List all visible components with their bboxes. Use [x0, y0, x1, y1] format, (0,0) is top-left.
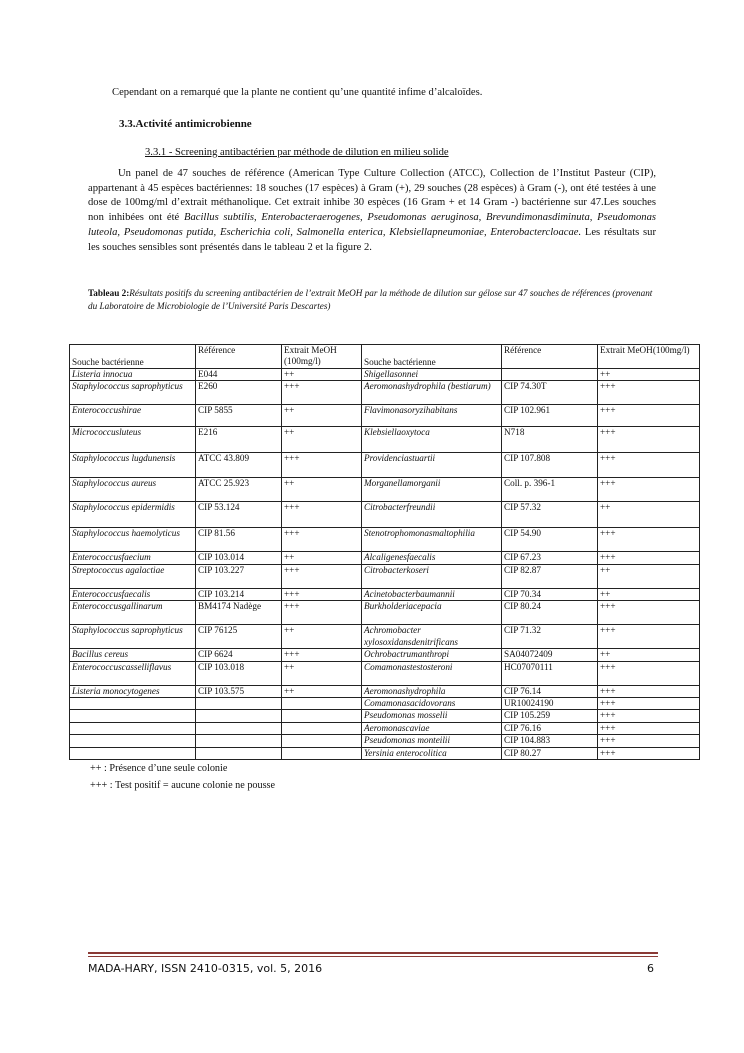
table-cell: Flavimonasoryzihabitans — [362, 405, 502, 427]
table-row — [70, 369, 700, 381]
legend-triple-plus: +++ : Test positif = aucune colonie ne pousse — [90, 780, 276, 791]
table-cell: CIP 103.575 — [196, 685, 282, 697]
table-cell: Enterococcushirae — [70, 405, 196, 427]
table-cell: CIP 5855 — [196, 405, 282, 427]
table-cell: CIP 103.214 — [196, 588, 282, 600]
table-row — [70, 661, 700, 685]
table-cell — [502, 369, 598, 381]
table-cell — [282, 698, 362, 710]
table-cell: CIP 103.018 — [196, 661, 282, 685]
table-cell: E260 — [196, 381, 282, 405]
table-row — [70, 698, 700, 710]
table-cell: +++ — [598, 427, 700, 453]
table-cell: Citrobacterkoseri — [362, 564, 502, 588]
table-cell: +++ — [282, 528, 362, 552]
table-cell: ++ — [282, 369, 362, 381]
table-cell: Yersinia enterocolitica — [362, 747, 502, 759]
table-cell — [196, 710, 282, 722]
table-cell: CIP 6624 — [196, 649, 282, 661]
table-cell: Enterococcusfaecium — [70, 552, 196, 564]
table-cell: CIP 80.27 — [502, 747, 598, 759]
table-cell: CIP 74.30T — [502, 381, 598, 405]
table-cell: Staphylococcus lugdunensis — [70, 453, 196, 478]
table-row — [70, 601, 700, 625]
table-header-cell: Souche bactérienne — [70, 345, 196, 369]
table-row — [70, 747, 700, 759]
table-cell: CIP 76125 — [196, 625, 282, 649]
table-cell: CIP 67.23 — [502, 552, 598, 564]
table-row — [70, 381, 700, 405]
table-cell: N718 — [502, 427, 598, 453]
table-cell: ++ — [282, 427, 362, 453]
table-cell: ++ — [598, 564, 700, 588]
table-cell — [282, 710, 362, 722]
table-cell: Coll. p. 396-1 — [502, 478, 598, 502]
table-cell: CIP 70.34 — [502, 588, 598, 600]
table-cell — [196, 747, 282, 759]
table-cell: +++ — [598, 722, 700, 734]
table-cell — [70, 735, 196, 747]
table-cell: CIP 82.87 — [502, 564, 598, 588]
table-cell: Listeria innocua — [70, 369, 196, 381]
table-cell: ++ — [282, 661, 362, 685]
footer-rule-thick — [88, 952, 658, 954]
section-heading: 3.3.Activité antimicrobienne — [119, 118, 252, 130]
page-footer — [88, 962, 658, 975]
table-cell: ++ — [282, 478, 362, 502]
table-row — [70, 564, 700, 588]
table-cell — [282, 722, 362, 734]
table-cell: ATCC 25.923 — [196, 478, 282, 502]
table-cell: CIP 81.56 — [196, 528, 282, 552]
table-cell: CIP 54.90 — [502, 528, 598, 552]
table-cell: BM4174 Nadège — [196, 601, 282, 625]
table-row — [70, 453, 700, 478]
table-cell: +++ — [598, 552, 700, 564]
table-cell: +++ — [598, 478, 700, 502]
table-cell: E216 — [196, 427, 282, 453]
table-row — [70, 710, 700, 722]
caption-label: Tableau 2: — [88, 288, 130, 298]
table-header-row — [70, 345, 700, 369]
table-cell: +++ — [282, 564, 362, 588]
table-cell: CIP 107.808 — [502, 453, 598, 478]
table-cell: CIP 103.227 — [196, 564, 282, 588]
table-cell: HC07070111 — [502, 661, 598, 685]
table-cell — [282, 735, 362, 747]
table-cell: ++ — [598, 588, 700, 600]
table-cell — [196, 722, 282, 734]
table-cell: Staphylococcus saprophyticus — [70, 625, 196, 649]
paragraph-text-after: Les résultats sur les souches sensibles sont présentés dans le tableau 2 et la figure 2. — [88, 226, 656, 253]
table-cell: ++ — [282, 552, 362, 564]
table-cell: ++ — [282, 625, 362, 649]
table-cell: +++ — [282, 453, 362, 478]
table-cell: E044 — [196, 369, 282, 381]
table-cell: UR10024190 — [502, 698, 598, 710]
table-cell: Enterococcuscasselliflavus — [70, 661, 196, 685]
table-cell: +++ — [282, 502, 362, 528]
table-cell: CIP 76.16 — [502, 722, 598, 734]
table-cell — [70, 698, 196, 710]
table-row — [70, 502, 700, 528]
table-cell: Enterococcusgallinarum — [70, 601, 196, 625]
footer-page-number: 6 — [647, 962, 654, 975]
subsection-heading: 3.3.1 - Screening antibactérien par méthode de dilution en milieu solide — [145, 147, 449, 158]
footer-rule-thin — [88, 956, 658, 957]
table-cell: Aeromonascaviae — [362, 722, 502, 734]
table-cell: +++ — [598, 528, 700, 552]
table-cell: Shigellasonnei — [362, 369, 502, 381]
table-cell: CIP 105.259 — [502, 710, 598, 722]
table-header-cell: Extrait MeOH (100mg/l) — [282, 345, 362, 369]
table-cell: Comamonastestosteroni — [362, 661, 502, 685]
table-header-cell: Extrait MeOH(100mg/l) — [598, 345, 700, 369]
table-cell: Achromobacter xylosoxidansdenitrificans — [362, 625, 502, 649]
table-cell: CIP 53.124 — [196, 502, 282, 528]
results-table — [69, 344, 700, 760]
table-cell: CIP 80.24 — [502, 601, 598, 625]
table-row — [70, 552, 700, 564]
body-paragraph — [88, 167, 656, 255]
table-cell: ++ — [282, 685, 362, 697]
table-header-cell: Souche bactérienne — [362, 345, 502, 369]
table-cell: Streptococcus agalactiae — [70, 564, 196, 588]
table-cell — [282, 747, 362, 759]
table-cell: Citrobacterfreundii — [362, 502, 502, 528]
table-cell: ATCC 43.809 — [196, 453, 282, 478]
table-cell: +++ — [282, 381, 362, 405]
table-cell: Pseudomonas monteilii — [362, 735, 502, 747]
table-header-cell: Référence — [196, 345, 282, 369]
table-cell: Morganellamorganii — [362, 478, 502, 502]
table-cell: Enterococcusfaecalis — [70, 588, 196, 600]
table-cell: +++ — [598, 601, 700, 625]
table-cell — [196, 735, 282, 747]
table-cell: CIP 103.014 — [196, 552, 282, 564]
table-cell: +++ — [282, 601, 362, 625]
table-row — [70, 528, 700, 552]
table-cell: Burkholderiacepacia — [362, 601, 502, 625]
legend-double-plus: ++ : Présence d’une seule colonie — [90, 763, 228, 774]
intro-sentence: Cependant on a remarqué que la plante ne contient qu’une quantité infime d’alcaloïdes. — [112, 87, 483, 98]
table-cell: ++ — [598, 649, 700, 661]
table-cell: Micrococcusluteus — [70, 427, 196, 453]
table-header-cell: Référence — [502, 345, 598, 369]
table-cell — [196, 698, 282, 710]
table-cell: SA04072409 — [502, 649, 598, 661]
results-table-body — [70, 345, 700, 760]
table-cell: CIP 76.14 — [502, 685, 598, 697]
table-cell: Stenotrophomonasmaltophilia — [362, 528, 502, 552]
table-row — [70, 649, 700, 661]
table-cell: Staphylococcus aureus — [70, 478, 196, 502]
table-cell: +++ — [282, 649, 362, 661]
table-cell: CIP 57.32 — [502, 502, 598, 528]
table-cell: Listeria monocytogenes — [70, 685, 196, 697]
table-cell: Staphylococcus haemolyticus — [70, 528, 196, 552]
table-caption — [88, 287, 658, 314]
caption-text: Résultats positifs du screening antibactérien de l’extrait MeOH par la méthode de dilution sur gélose sur 47 souches de références (provenant du Laboratoire de Microbiologie de l’Université Paris Descartes) — [88, 288, 653, 312]
table-cell: Ochrobactrumanthropi — [362, 649, 502, 661]
table-cell: Bacillus cereus — [70, 649, 196, 661]
table-cell: Aeromonashydrophila (bestiarum) — [362, 381, 502, 405]
table-row — [70, 405, 700, 427]
table-row — [70, 478, 700, 502]
table-cell — [70, 747, 196, 759]
table-cell — [70, 722, 196, 734]
table-row — [70, 722, 700, 734]
table-cell: CIP 104.883 — [502, 735, 598, 747]
table-cell: +++ — [598, 381, 700, 405]
table-cell: +++ — [598, 710, 700, 722]
table-cell — [70, 710, 196, 722]
table-cell: +++ — [282, 588, 362, 600]
table-row — [70, 735, 700, 747]
table-row — [70, 427, 700, 453]
table-cell: ++ — [598, 369, 700, 381]
paragraph-species-list: Bacillus subtilis, Enterobacteraerogenes, Pseudomonas aeruginosa, Brevundimonasdiminuta, Pseudomonas luteola, Pseudomonas putida, Escherichia coli, Salmonella enterica, Klebsiellapneumoniae, Enterobactercloacae. — [88, 212, 656, 238]
table-cell: CIP 102.961 — [502, 405, 598, 427]
table-cell: Alcaligenesfaecalis — [362, 552, 502, 564]
table-cell: Acinetobacterbaumannii — [362, 588, 502, 600]
footer-journal: MADA-HARY, ISSN 2410-0315, vol. 5, 2016 — [88, 962, 323, 975]
table-row — [70, 685, 700, 697]
table-cell: Staphylococcus saprophyticus — [70, 381, 196, 405]
table-cell: Aeromonashydrophila — [362, 685, 502, 697]
table-cell: Pseudomonas mosselii — [362, 710, 502, 722]
table-cell: +++ — [598, 453, 700, 478]
table-cell: +++ — [598, 685, 700, 697]
table-cell: +++ — [598, 698, 700, 710]
table-cell: +++ — [598, 747, 700, 759]
table-row — [70, 625, 700, 649]
table-cell: CIP 71.32 — [502, 625, 598, 649]
table-cell: +++ — [598, 735, 700, 747]
table-cell: ++ — [282, 405, 362, 427]
table-cell: +++ — [598, 405, 700, 427]
table-cell: ++ — [598, 502, 700, 528]
table-cell: Providenciastuartii — [362, 453, 502, 478]
paragraph-text-before: Un panel de 47 souches de référence (American Type Culture Collection (ATCC), Collection de l’Institut Pasteur (CIP), appartenant à 45 espèces bactériennes: 18 souches (17 espèces) à Gram (+), 29 souches (28 espèces) à Gram (-), ont été testées à une dose de 100mg/ml d’extrait méthanolique. Cet extrait inhibe 30 espèces (16 Gram + et 14 Gram -) bactérienne sur 47.Les souches non inhibées ont été — [88, 168, 656, 224]
table-cell: +++ — [598, 661, 700, 685]
table-cell: Staphylococcus epidermidis — [70, 502, 196, 528]
table-cell: Klebsiellaoxytoca — [362, 427, 502, 453]
table-cell: +++ — [598, 625, 700, 649]
table-cell: Comamonasacidovorans — [362, 698, 502, 710]
table-row — [70, 588, 700, 600]
